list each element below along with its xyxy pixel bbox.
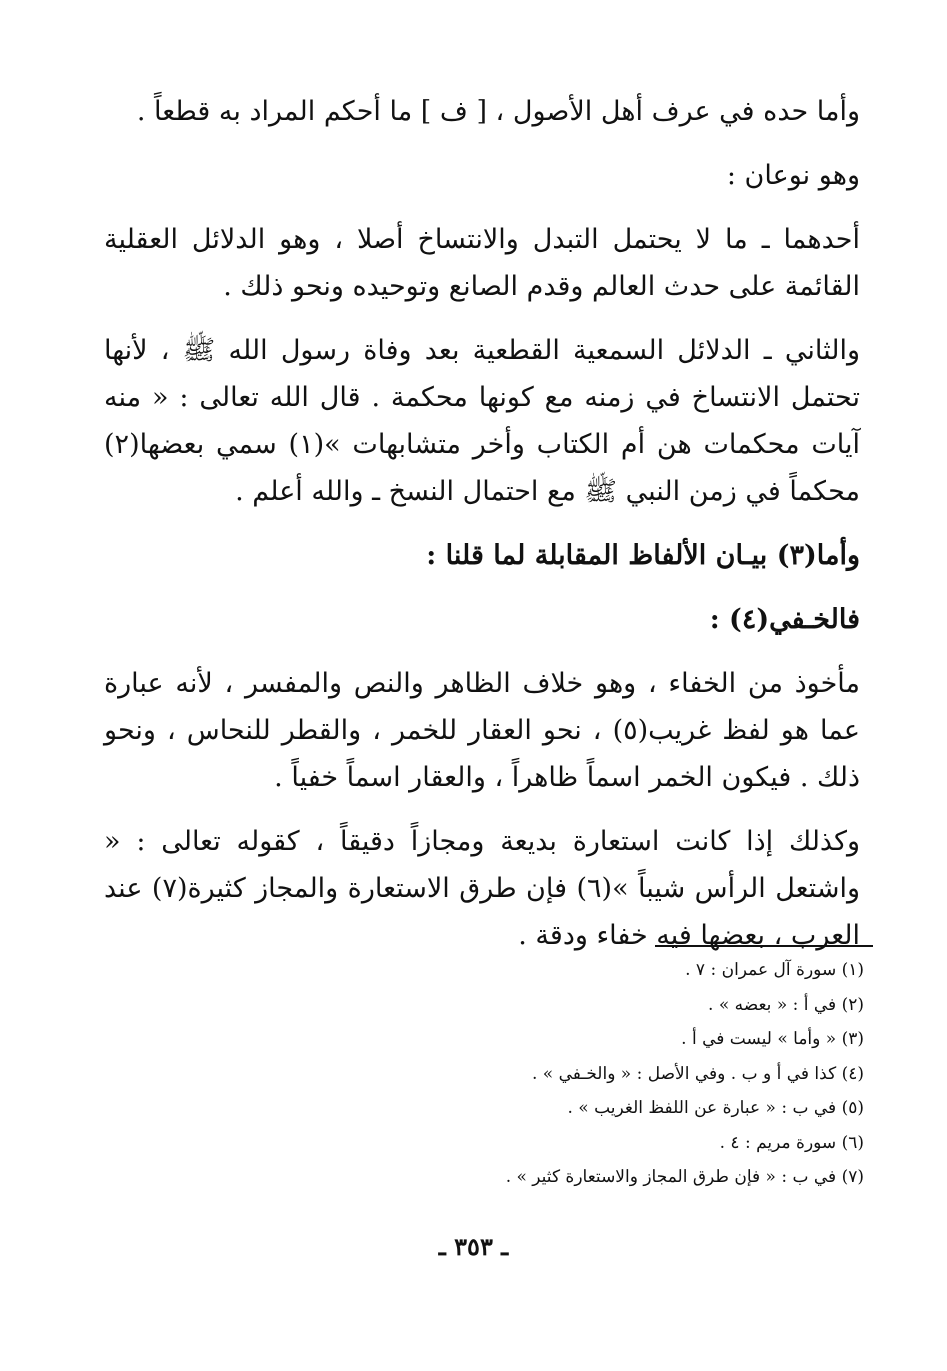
paragraph-types-intro: وهو نوعان : [726,160,860,191]
main-text-block [104,88,860,959]
footnote-item: (٤) كذا في أ و ب . وفي الأصل : « والخـفي » . [531,1063,864,1084]
footnote-item: (٧) في ب : « فإن طرق المجاز والاستعارة كثير » . [505,1167,864,1187]
page-number: ـ ٣٥٣ ـ [438,1232,509,1261]
paragraph-second-type: والثاني ـ الدلائل السمعية القطعية بعد وفاة رسول الله ﷺ ، لأنها تحتمل الانتساخ في زمنه مع كونها محكمة . قال الله تعالى : « منه آيات محكمات هن أم الكتاب وأخر متشابهات »(١) سمي بعضها(٢) محكماً في زمن النبي ﷺ مع احتمال النسخ ـ والله أعلم . [104,335,860,507]
paragraph-definition: وأما حده في عرف أهل الأصول ، [ ف ] ما أحكم المراد به قطعاً . [136,96,860,127]
footnote-divider [655,945,873,947]
footnote-item: (٢) في أ : « بعضه » . [708,994,864,1015]
footnote-item: (١) سورة آل عمران : ٧ . [685,960,864,980]
footnote-item: (٥) في ب : « عبارة عن اللفظ الغريب » . [567,1098,864,1118]
section-heading-opposites: وأما(٣) بيـان الألفاظ المقابلة لما قلنا : [426,540,860,571]
section-heading-khafi: فالخـفي(٤) : [709,604,860,635]
paragraph-first-type: أحدهما ـ ما لا يحتمل التبدل والانتساخ أصلا ، وهو الدلائل العقلية القائمة على حدث العالم وقدم الصانع وتوحيده ونحو ذلك . [104,224,860,302]
footnote-item: (٦) سورة مريم : ٤ . [719,1132,864,1153]
footnote-item: (٣) « وأما » ليست في أ . [681,1029,864,1049]
footnotes-list [224,953,864,1195]
paragraph-metaphor: وكذلك إذا كانت استعارة بديعة ومجازاً دقيقاً ، كقوله تعالى : « واشتعل الرأس شيباً »(٦) فإن طرق الاستعارة والمجاز كثيرة(٧) عند العرب ، بعضها فيه خفاء ودقة . [104,826,860,951]
paragraph-khafi-definition: مأخوذ من الخفاء ، وهو خلاف الظاهر والنص والمفسر ، لأنه عبارة عما هو لفظ غريب(٥) ، نحو العقار للخمر ، والقطر للنحاس ، ونحو ذلك . فيكون الخمر اسماً ظاهراً ، والعقار اسماً خفياً . [104,668,860,793]
